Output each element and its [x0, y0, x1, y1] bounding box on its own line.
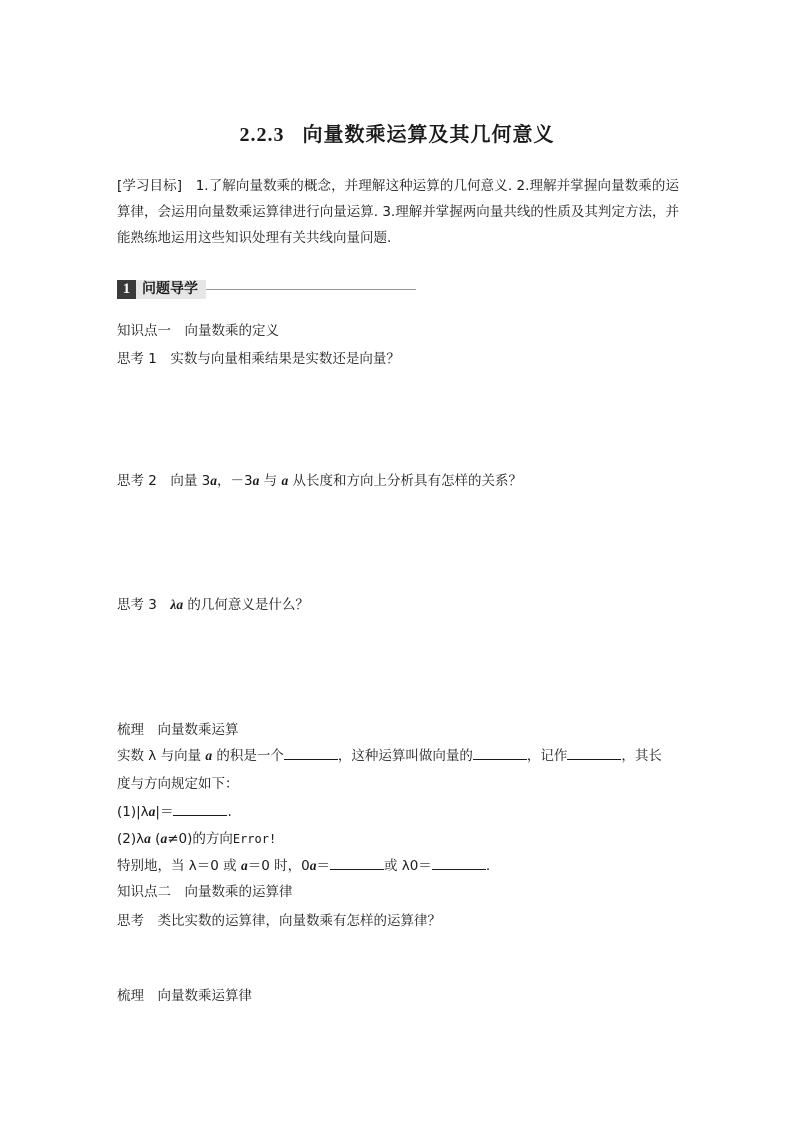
- section-header: [117, 280, 416, 299]
- q2-text-a: 思考 2 向量 3: [117, 473, 211, 489]
- fill-blank[interactable]: [567, 747, 621, 760]
- definition-line-1: [117, 747, 662, 765]
- special-text-2: ＝0 时，0: [247, 858, 310, 874]
- fill-blank[interactable]: [284, 747, 338, 760]
- special-text-4: 或 λ0＝: [383, 858, 432, 874]
- fill-blank[interactable]: [473, 747, 527, 760]
- vector-a: a: [210, 473, 218, 488]
- summary-heading-1: 梳理 向量数乘运算: [117, 722, 239, 738]
- rule1-text-b: |＝: [155, 804, 174, 820]
- knowledge-point-1: 知识点一 向量数乘的定义: [117, 323, 279, 339]
- error-text: Error!: [232, 832, 277, 846]
- def-text-5: ，其长: [621, 748, 662, 764]
- page-title: [0, 118, 794, 147]
- definition-line-2: 度与方向规定如下：: [117, 776, 239, 792]
- rule2-text-a: (2)λ: [117, 831, 145, 847]
- think-question-3: [117, 596, 309, 614]
- summary-heading-2: 梳理 向量数乘运算律: [117, 988, 252, 1004]
- section-divider: [206, 289, 416, 290]
- rule-1: [117, 803, 232, 821]
- rule1-text-a: (1)|λ: [117, 804, 149, 820]
- vector-a: a: [240, 858, 248, 873]
- special-text-1: 特别地，当 λ＝0 或: [117, 858, 241, 874]
- knowledge-point-2: 知识点二 向量数乘的运算律: [117, 884, 293, 900]
- def-text-1: 实数 λ 与向量: [117, 748, 206, 764]
- vector-a: a: [205, 748, 213, 763]
- think-question-2: [117, 472, 522, 490]
- q2-text-b: ，－3: [217, 473, 253, 489]
- rule2-text-b: (: [150, 831, 161, 847]
- q3-text: 的几何意义是什么？: [183, 597, 309, 613]
- fill-blank[interactable]: [173, 803, 227, 816]
- special-text-3: ＝: [316, 858, 330, 874]
- vector-a: a: [252, 473, 260, 488]
- rule1-period: .: [227, 804, 232, 820]
- section-number-badge: 1: [117, 280, 136, 299]
- vector-a: a: [160, 831, 168, 846]
- special-period: .: [485, 858, 491, 874]
- title-text: 向量数乘运算及其几何意义: [302, 122, 555, 146]
- fill-blank[interactable]: [330, 857, 384, 870]
- rule2-text-c: ≠0)的方向: [167, 831, 233, 847]
- def-text-2: 的积是一个: [212, 748, 284, 764]
- learning-goals: [学习目标] 1.了解向量数乘的概念，并理解这种运算的几何意义. 2.理解并掌握向量数乘的运算律，会运用向量数乘运算律进行向量运算. 3.理解并掌握两向量共线的性质及其判定方法，并能熟练地运用这些知识处理有关共线向量问题.: [117, 178, 679, 246]
- q2-text-d: 从长度和方向上分析具有怎样的关系？: [288, 473, 522, 489]
- vector-a: a: [309, 858, 317, 873]
- vector-a: a: [144, 831, 151, 846]
- lambda-a-expr: λa: [170, 597, 184, 612]
- section-title: 问题导学: [136, 280, 206, 299]
- think-question-4: 思考 类比实数的运算律，向量数乘有怎样的运算律？: [117, 913, 441, 929]
- def-text-3: ，这种运算叫做向量的: [337, 748, 473, 764]
- think-question-1: 思考 1 实数与向量相乘结果是实数还是向量？: [117, 351, 400, 367]
- def-text-4: ，记作: [526, 748, 568, 764]
- q2-text-c: 与: [259, 473, 282, 489]
- section-number: 2.2.3: [239, 124, 285, 146]
- rule-2: [117, 830, 276, 848]
- vector-a: a: [281, 473, 289, 488]
- vector-a: a: [148, 804, 156, 819]
- fill-blank[interactable]: [432, 857, 486, 870]
- special-case: [117, 857, 490, 875]
- q3-label: 思考 3: [117, 597, 171, 613]
